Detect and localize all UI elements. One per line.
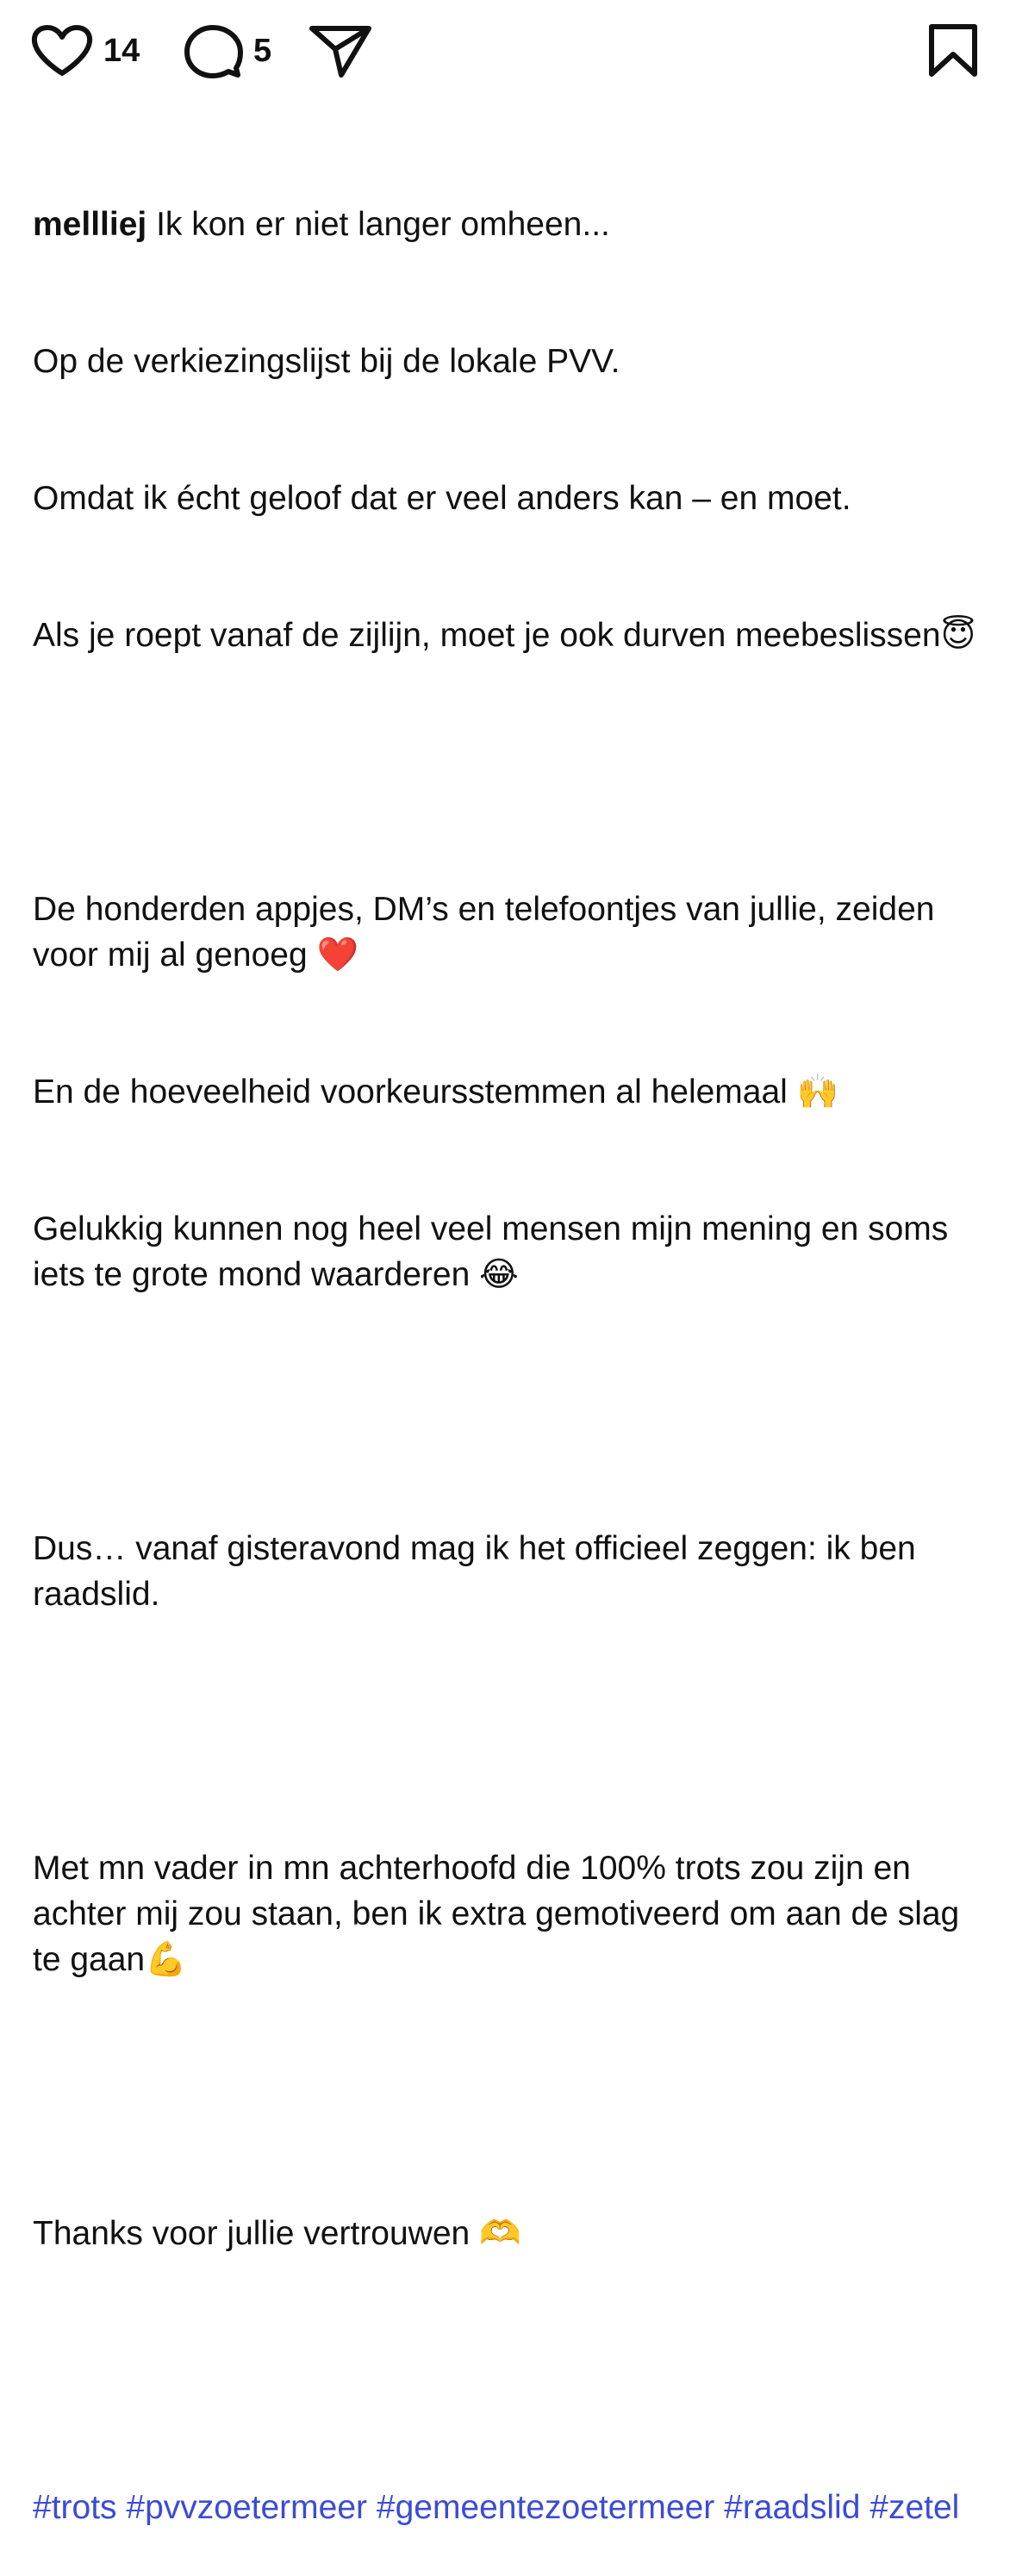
post-action-bar (31, 22, 983, 83)
paragraph-gap (33, 2348, 989, 2393)
heart-outline-icon (31, 24, 93, 78)
caption-text: Ik kon er niet langer omheen... (146, 206, 610, 243)
speech-bubble-icon (184, 24, 241, 78)
comment-button[interactable] (184, 24, 241, 78)
save-button[interactable] (927, 22, 979, 79)
caption-first-line (33, 202, 989, 247)
post-caption (33, 110, 989, 2576)
bookmark-outline-icon (927, 23, 979, 78)
hashtag-list (33, 2485, 989, 2530)
caption-text: Als je roept vanaf de zijlijn, moet je ook durven meebeslissen😇 (33, 617, 976, 654)
like-button[interactable] (31, 24, 93, 78)
paragraph-gap (33, 750, 989, 795)
caption-text: Thanks voor jullie vertrouwen 🫶 (33, 2215, 521, 2252)
caption-text: Omdat ik écht geloof dat er veel anders kan – en moet. (33, 480, 851, 517)
caption-text: Dus… vanaf gisteravond mag ik het officieel zeggen: ik ben raadslid. (33, 1530, 926, 1613)
caption-text: De honderden appjes, DM’s en telefoontjes van jullie, zeiden voor mij al genoeg ❤️ (33, 891, 944, 974)
caption-text: Met mn vader in mn achterhoofd die 100% trots zou zijn en achter mij zou staan, ben ik extra gemotiveerd om aan de slag te gaan💪 (33, 1850, 969, 1978)
paragraph-gap (33, 1389, 989, 1434)
caption-text: Op de verkiezingslijst bij de lokale PVV. (33, 343, 620, 380)
hashtag-link[interactable]: #pvvzoetermeer (126, 2489, 368, 2526)
paragraph-gap (33, 2074, 989, 2119)
like-count[interactable]: 14 (103, 33, 140, 69)
hashtag-link[interactable]: #gemeentezoetermeer (376, 2489, 715, 2526)
hashtag-link[interactable]: #raadslid (724, 2489, 861, 2526)
paragraph-gap (33, 1708, 989, 1754)
paper-plane-icon (309, 23, 372, 78)
comment-count[interactable]: 5 (253, 33, 272, 69)
username-link[interactable]: mellliej (33, 206, 147, 243)
hashtag-link[interactable]: #zetel (870, 2489, 960, 2526)
hashtag-link[interactable]: #trots (33, 2489, 117, 2526)
like-group (31, 22, 140, 79)
caption-text: Gelukkig kunnen nog heel veel mensen mijn mening en soms iets te grote mond waarderen 😂 (33, 1210, 958, 1293)
caption-text: En de hoeveelheid voorkeursstemmen al helemaal 🙌 (33, 1073, 839, 1111)
comment-group (184, 22, 271, 79)
share-button[interactable] (309, 22, 372, 79)
